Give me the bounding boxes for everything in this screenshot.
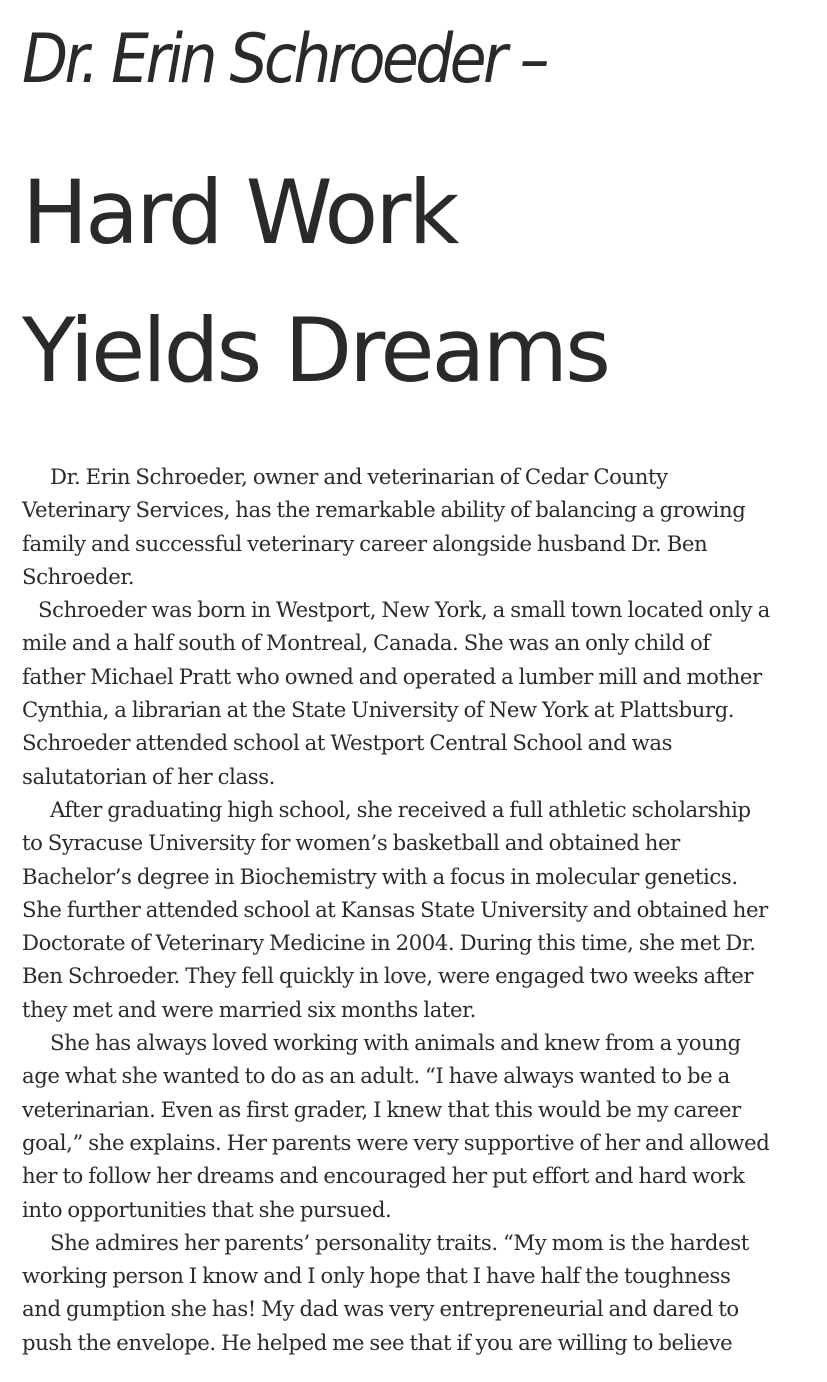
paragraph-parents: She admires her parents’ personality traits. “My mom is the hardest working person I know and I only hope that I have half the toughness and gumption she has! My dad was very entrepreneurial and dared to push the envelope. He helped me see that if you are willing to believe	[22, 1229, 749, 1355]
paragraph-early-life: Schroeder was born in Westport, New York, a small town located only a mile and a half south of Montreal, Canada. She was an only child of father Michael Pratt who owned and operated a lumber mill and mother Cynthia, a librarian at the State University of New York at Plattsburg. Schroeder attended school at Westport Central School and was salutatorian of her class.	[22, 597, 770, 789]
headline-line-3: Yields Dreams	[22, 299, 608, 402]
headline-line-2: Hard Work	[22, 161, 457, 264]
paragraph-intro: Dr. Erin Schroeder, owner and veterinarian of Cedar County Veterinary Services, has the remarkable ability of balancing a growing family and successful veterinary career alongside husband Dr. Ben Schroeder.	[22, 464, 746, 589]
paragraph-career-goal: She has always loved working with animals and knew from a young age what she wanted to do as an adult. “I have always wanted to be a veterinarian. Even as first grader, I knew that this would be my career goal,” she explains. Her parents were very supportive of her and allowed her to follow her dreams and encouraged her put effort and hard work into opportunities that she pursued.	[22, 1030, 770, 1222]
article-body	[22, 460, 774, 1359]
paragraph-education: After graduating high school, she received a full athletic scholarship to Syracuse University for women’s basketball and obtained her Bachelor’s degree in Biochemistry with a focus in molecular genetics. She further attended school at Kansas State University and obtained her Doctorate of Veterinary Medicine in 2004. During this time, she met Dr. Ben Schroeder. They fell quickly in love, were engaged two weeks after they met and were married six months later.	[22, 796, 768, 1022]
headline-line-1: Dr. Erin Schroeder –	[22, 20, 546, 99]
